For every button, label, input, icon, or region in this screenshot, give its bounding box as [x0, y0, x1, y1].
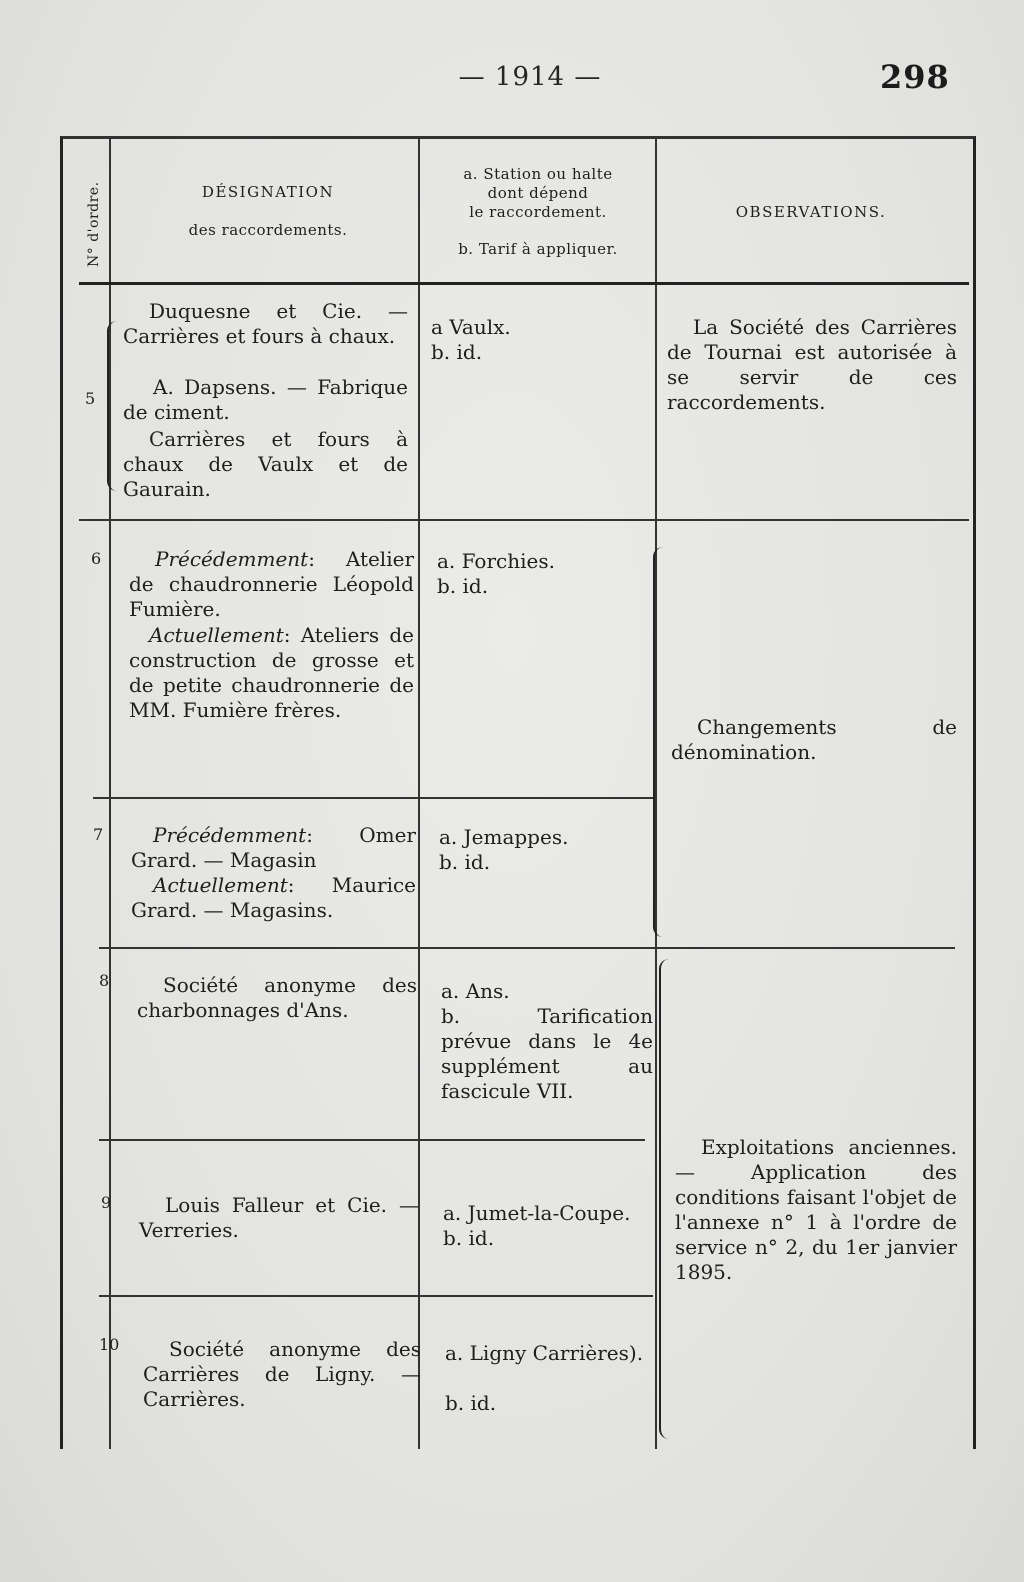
row-station: a Vaulx.	[431, 315, 511, 339]
row-tarif: b. id.	[445, 1391, 497, 1415]
row-station: a. Forchies.	[437, 549, 555, 573]
row-number: 10	[99, 1335, 120, 1354]
previous-text: : Omer Grard. — Magasin	[131, 823, 416, 872]
row-separator	[99, 1139, 645, 1141]
row-designation	[129, 623, 414, 723]
row-tarif: b. id.	[439, 850, 491, 874]
row-designation: Société anonyme des Carrières de Ligny. — Carrières.	[143, 1337, 421, 1411]
row-station: a. Jemappes.	[439, 825, 569, 849]
header-station-line2: dont dépend	[487, 184, 589, 202]
row-station: a. Jumet-la-Coupe.	[443, 1201, 631, 1225]
row-observation: La Société des Carrières de Tournai est autorisée à se servir de ces raccordements.	[667, 315, 957, 414]
row-tarif: b. id.	[437, 574, 489, 598]
row-observation: Exploitations anciennes. — Application des conditions faisant l'objet de l'annexe n° 1 à l'ordre de service n° 2, du 1er janvier 1895.	[675, 1135, 957, 1284]
header-observations: OBSERVATIONS.	[735, 203, 887, 221]
row-separator	[99, 1295, 653, 1297]
row-designation: Société anonyme des charbonnages d'Ans.	[137, 973, 417, 1022]
row-designation: Carrières et fours à chaux de Vaulx et de Gaurain.	[123, 427, 408, 501]
header-station-line3: le raccordement.	[469, 203, 607, 221]
connections-table	[60, 136, 976, 1449]
current-text: : Ateliers de construction de grosse et de petite chaudronnerie de MM. Fumière frères.	[129, 623, 414, 722]
row-separator	[99, 947, 955, 949]
row-number: 5	[85, 389, 96, 408]
row-station: a. Ligny Carrières).	[445, 1341, 644, 1365]
row-number: 7	[93, 825, 104, 844]
current-label: Actuellement	[153, 873, 288, 897]
current-text: : Maurice Grard. — Magasins.	[131, 873, 416, 922]
row-separator	[93, 797, 653, 799]
page-year: — 1914 —	[458, 62, 602, 92]
row-designation: A. Dapsens. — Fabrique de ciment.	[123, 375, 408, 424]
row-tarif: b. id.	[431, 340, 483, 364]
previous-label: Précédemment	[153, 823, 307, 847]
header-order-number: N° d'ordre.	[86, 181, 102, 267]
row-brace	[107, 321, 117, 491]
page-number: 298	[880, 58, 950, 96]
row-number: 9	[101, 1193, 112, 1212]
row-tarif: b. Tarification prévue dans le 4e supplément au fascicule VII.	[441, 1004, 653, 1103]
row-designation: Louis Falleur et Cie. — Verreries.	[139, 1193, 419, 1242]
header-separator	[79, 282, 969, 285]
row-station: a. Ans.	[441, 979, 510, 1003]
row-tarif: b. id.	[443, 1226, 495, 1250]
row-number: 6	[91, 549, 102, 568]
header-designation-title: DÉSIGNATION	[201, 183, 335, 201]
header-tarif: b. Tarif à appliquer.	[458, 240, 618, 258]
row-designation	[131, 873, 416, 923]
current-label: Actuellement	[149, 623, 284, 647]
row-designation: Duquesne et Cie. — Carrières et fours à chaux.	[123, 299, 408, 348]
observation-brace	[653, 547, 663, 937]
row-designation	[131, 823, 416, 873]
observation-brace	[659, 959, 669, 1439]
header-designation-subtitle: des raccordements.	[188, 221, 348, 239]
header-station-line1: a. Station ou halte	[463, 165, 613, 183]
row-observation: Changements de dénomination.	[671, 715, 957, 764]
row-number: 8	[99, 971, 110, 990]
previous-label: Précédemment	[155, 547, 309, 571]
row-designation	[129, 547, 414, 622]
row-separator	[79, 519, 969, 521]
previous-text: : Atelier de chaudronnerie Léopold Fumière.	[129, 547, 414, 621]
column-divider	[418, 139, 420, 1449]
